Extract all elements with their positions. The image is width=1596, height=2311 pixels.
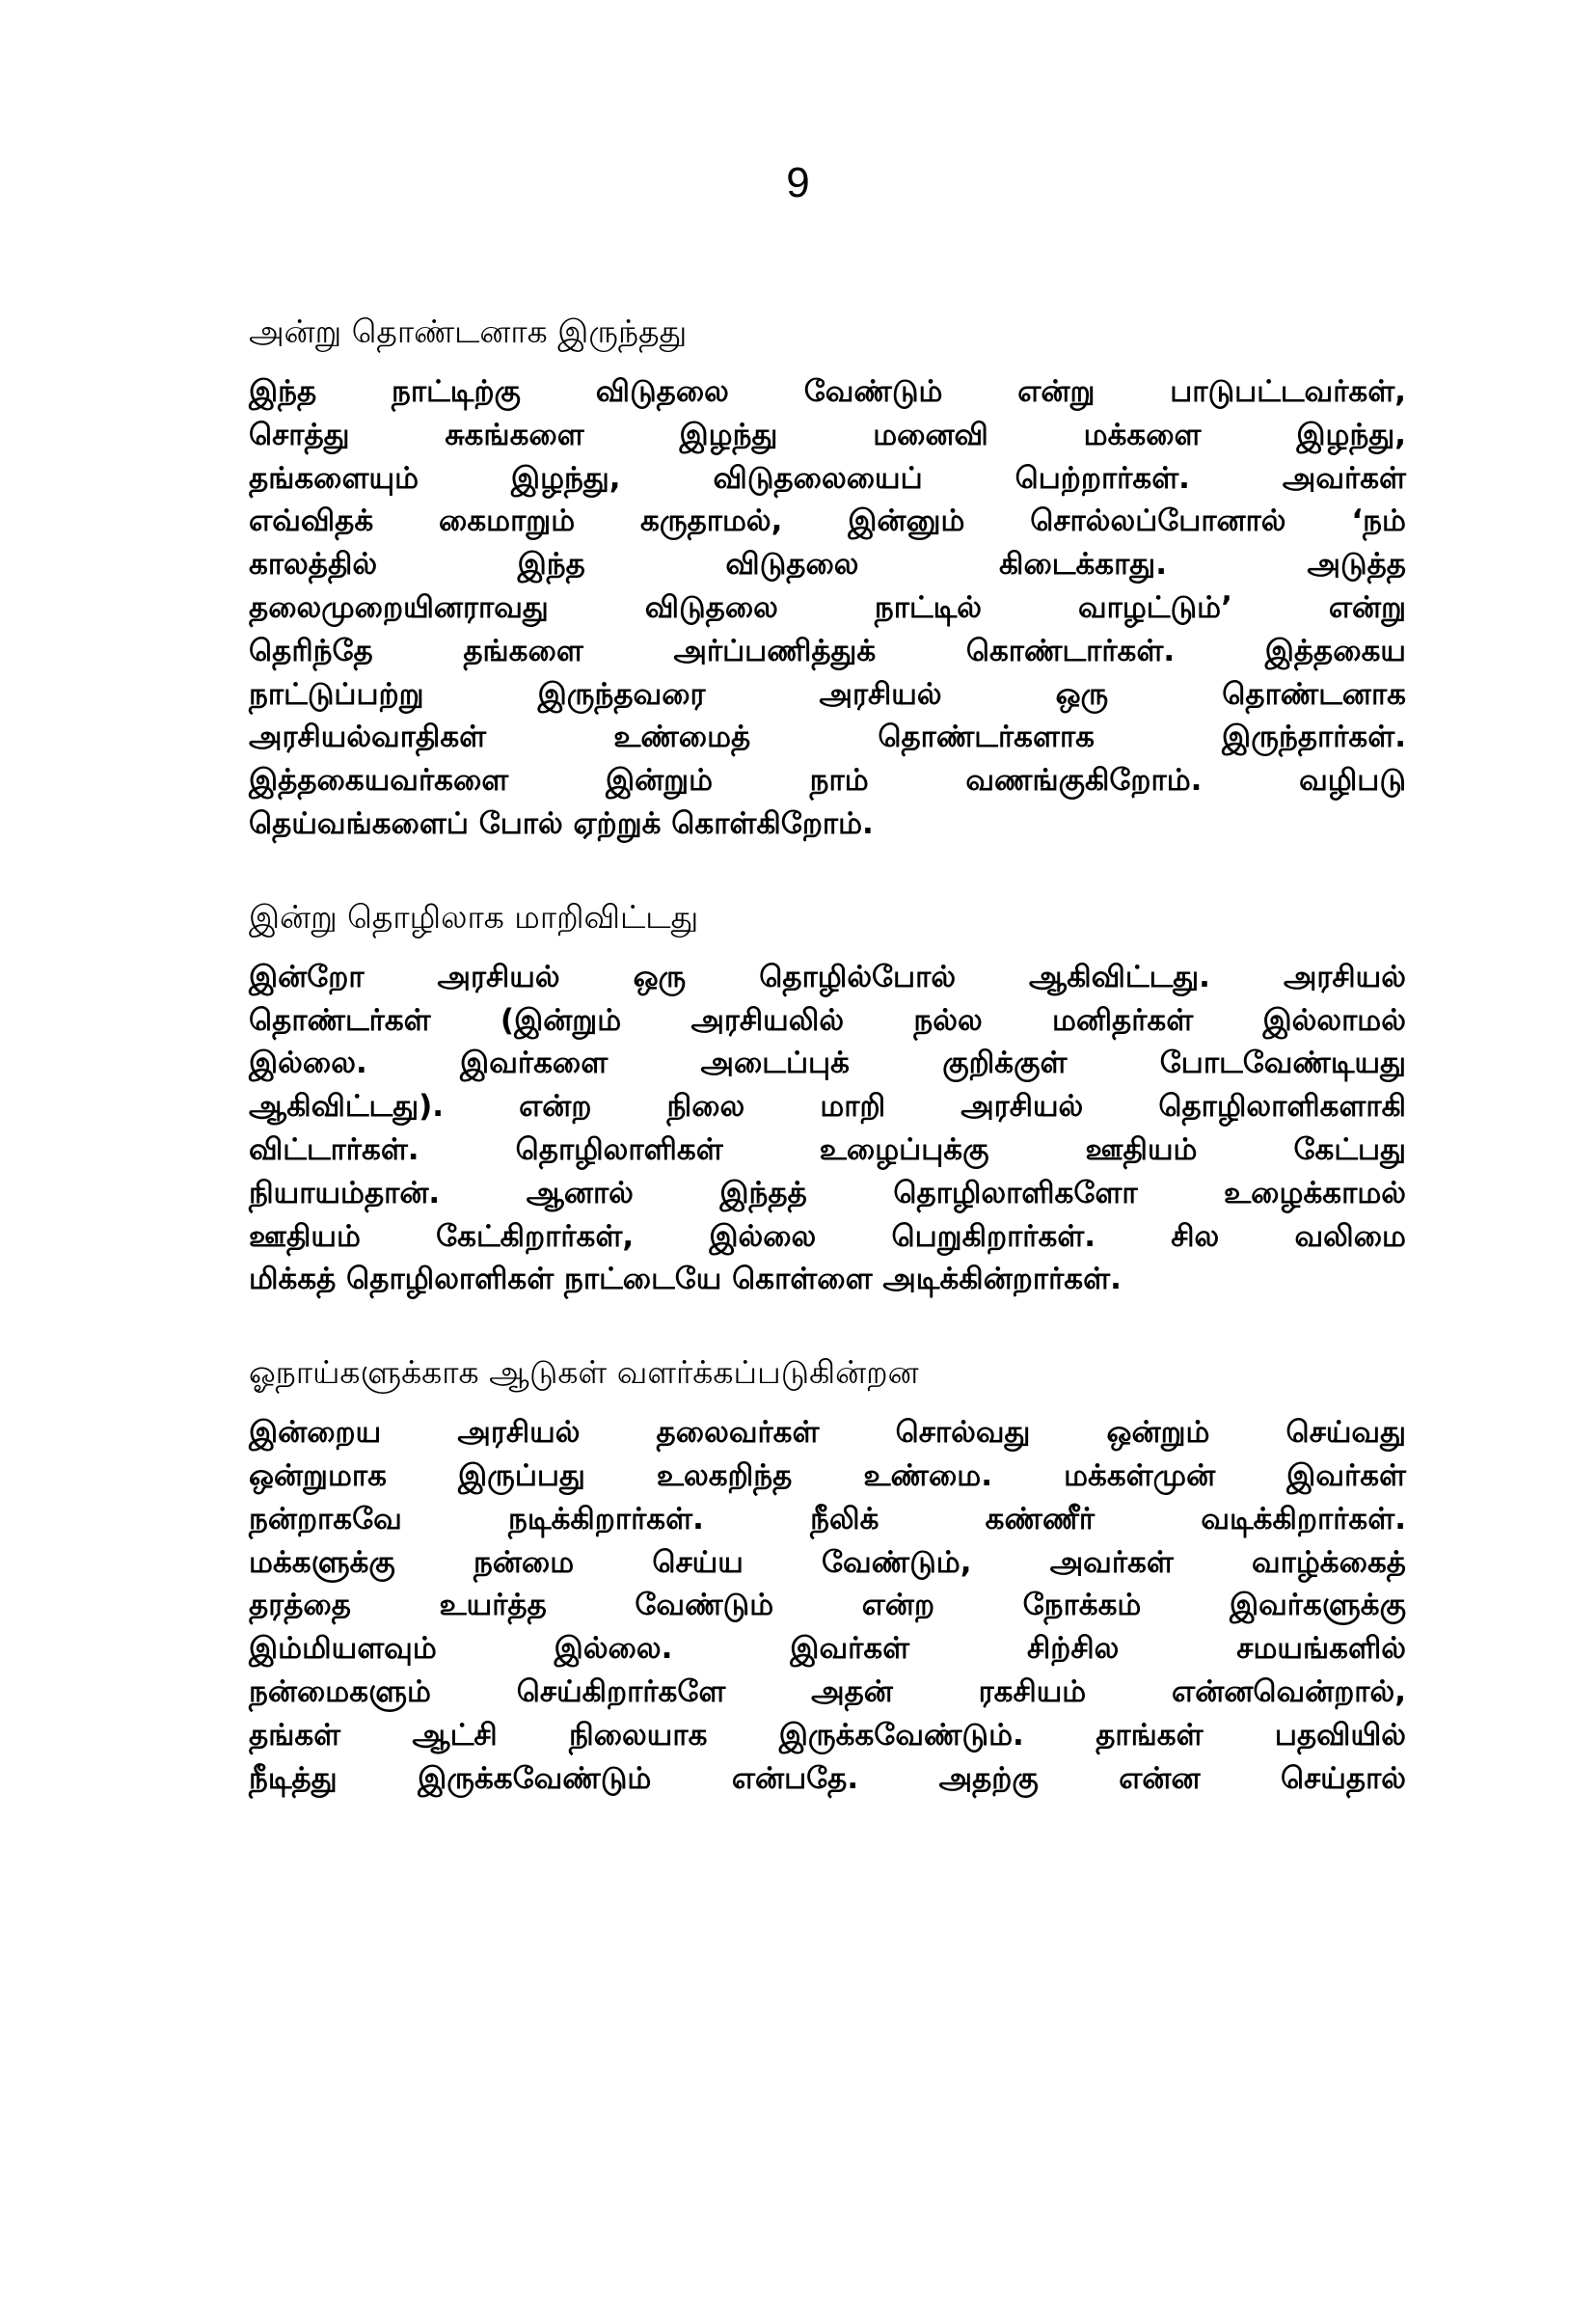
text-line: ஒன்றுமாக இருப்பது உலகறிந்த உண்மை. மக்கள்முன் இவர்கள் — [249, 1457, 1406, 1493]
text-line: தெரிந்தே தங்களை அர்ப்பணித்துக் கொண்டார்கள். இத்தகைய — [249, 633, 1406, 668]
text-line: மக்களுக்கு நன்மை செய்ய வேண்டும், அவர்கள் வாழ்க்கைத் — [249, 1544, 1406, 1580]
section-heading: ஓநாய்களுக்காக ஆடுகள் வளர்க்கப்படுகின்றன — [249, 1353, 919, 1392]
section-onaaigal — [249, 1349, 1406, 1800]
text-line: எவ்விதக் கைமாறும் கருதாமல், இன்னும் சொல்லப்போனால் ‘நம் — [249, 503, 1406, 539]
text-line: அரசியல்வாதிகள் உண்மைத் தொண்டர்களாக இருந்தார்கள். — [249, 720, 1406, 755]
text-line: சொத்து சுகங்களை இழந்து மனைவி மக்களை இழந்து, — [249, 417, 1406, 452]
text-line: நியாயம்தான். ஆனால் இந்தத் தொழிலாளிகளோ உழைக்காமல் — [249, 1175, 1406, 1210]
text-line: ஆகிவிட்டது). என்ற நிலை மாறி அரசியல் தொழிலாளிகளாகி — [249, 1089, 1406, 1125]
text-line: இன்றைய அரசியல் தலைவர்கள் சொல்வது ஒன்றும் செய்வது — [249, 1415, 1406, 1451]
paragraph — [249, 956, 1406, 1301]
text-line: தங்களையும் இழந்து, விடுதலையைப் பெற்றார்கள். அவர்கள் — [249, 460, 1406, 496]
text-line: இந்த நாட்டிற்கு விடுதலை வேண்டும் என்று பாடுபட்டவர்கள், — [249, 374, 1406, 409]
text-line: இத்தகையவர்களை இன்றும் நாம் வணங்குகிறோம். வழிபடு — [249, 763, 1406, 799]
text-line: தலைமுறையினராவது விடுதலை நாட்டில் வாழட்டும்’ என்று — [249, 589, 1406, 625]
text-line: தரத்தை உயர்த்த வேண்டும் என்ற நோக்கம் இவர்களுக்கு — [249, 1588, 1406, 1623]
text-line: நன்மைகளும் செய்கிறார்களே அதன் ரகசியம் என்னவென்றால், — [249, 1673, 1406, 1709]
paragraph — [249, 1411, 1406, 1800]
text-line: நாட்டுப்பற்று இருந்தவரை அரசியல் ஒரு தொண்டனாக — [249, 676, 1406, 712]
text-line: இன்றோ அரசியல் ஒரு தொழில்போல் ஆகிவிட்டது. அரசியல் — [249, 959, 1406, 994]
text-line: தெய்வங்களைப் போல் ஏற்றுக் கொள்கிறோம். — [249, 805, 874, 841]
text-line: இம்மியளவும் இல்லை. இவர்கள் சிற்சில சமயங்களில் — [249, 1631, 1406, 1667]
section-thondan — [249, 309, 1406, 846]
section-heading: இன்று தொழிலாக மாறிவிட்டது — [249, 897, 699, 936]
paragraph — [249, 370, 1406, 846]
section-thozhil — [249, 894, 1406, 1301]
text-line: மிக்கத் தொழிலாளிகள் நாட்டையே கொள்ளை அடிக்கின்றார்கள். — [249, 1262, 1122, 1297]
text-line: நன்றாகவே நடிக்கிறார்கள். நீலிக் கண்ணீர் வடிக்கிறார்கள். — [249, 1501, 1406, 1536]
text-line: விட்டார்கள். தொழிலாளிகள் உழைப்புக்கு ஊதியம் கேட்பது — [249, 1131, 1406, 1167]
page-number: 9 — [786, 159, 810, 206]
text-line: ஊதியம் கேட்கிறார்கள், இல்லை பெறுகிறார்கள். சில வலிமை — [249, 1218, 1406, 1254]
text-line: இல்லை. இவர்களை அடைப்புக் குறிக்குள் போடவேண்டியது — [249, 1046, 1406, 1081]
page-content — [249, 309, 1406, 1800]
section-heading: அன்று தொண்டனாக இருந்தது — [249, 313, 688, 350]
text-line: காலத்தில் இந்த விடுதலை கிடைக்காது. அடுத்த — [249, 547, 1406, 583]
text-line: தங்கள் ஆட்சி நிலையாக இருக்கவேண்டும். தாங்கள் பதவியில் — [249, 1717, 1406, 1753]
text-line: நீடித்து இருக்கவேண்டும் என்பதே. அதற்கு என்ன செய்தால் — [249, 1760, 1406, 1796]
text-line: தொண்டர்கள் (இன்றும் அரசியலில் நல்ல மனிதர்கள் இல்லாமல் — [249, 1002, 1406, 1038]
